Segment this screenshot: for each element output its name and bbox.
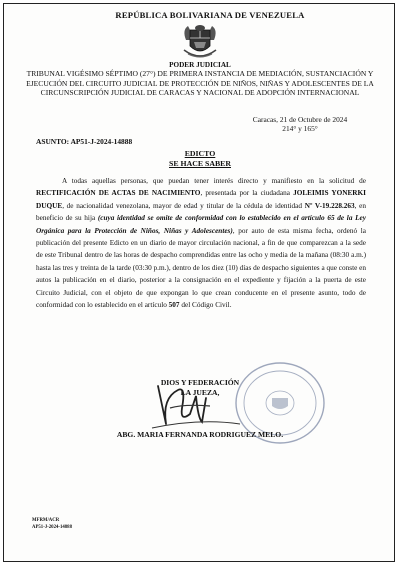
body-text: A todas aquellas personas, que puedan tener interés directo y manifiesto en la solicitud de bbox=[62, 177, 366, 185]
body-text: , en beneficio de su hija bbox=[36, 201, 366, 223]
body-text: , de nacionalidad venezolana, mayor de edad y titular de la cédula de identidad bbox=[62, 201, 305, 210]
edict-body bbox=[36, 175, 366, 311]
body-bold: RECTIFICACIÓN DE ACTAS DE NACIMIENTO bbox=[36, 189, 201, 198]
footer-case-number: AP51-J-2024-14888 bbox=[32, 525, 72, 530]
place-date bbox=[240, 115, 360, 133]
judge-name: ABG. MARIA FERNANDA RODRIGUEZ MELO. bbox=[116, 430, 284, 439]
handwritten-signature-icon bbox=[140, 378, 260, 434]
jueza-title: LA JUEZA, bbox=[180, 388, 220, 397]
footer-reference bbox=[32, 517, 72, 531]
body-bold: JOLEIMIS YONERKI DUQUE bbox=[36, 189, 366, 210]
edicto-heading bbox=[0, 149, 400, 168]
coat-of-arms-icon bbox=[178, 22, 222, 64]
year-line: 214° y 165° bbox=[282, 124, 318, 133]
edicto-title: EDICTO bbox=[184, 149, 216, 158]
poder-judicial-heading: PODER JUDICIAL bbox=[169, 61, 231, 69]
body-text: , por auto de esta misma fecha, ordenó la publicación del presente Edicto en un diario de mayor circulación nacional, a fin de que comparezcan a la sede de este Tribunal dentro de las horas de despacho comprendidas entre las ocho y media de la mañana (08:30 a.m.) hasta las tres y treinta de la tarde (03:30 p.m.), dentro de los diez (10) días de despacho siguientes a que conste en autos la publicación en el diario, posterior a la consignación en el expediente y fijación a la puerta de este Circuito Judicial, con el objeto de que expongan lo que crean conducente en el presente asunto, todo de conformidad con lo establecido en el artículo bbox=[36, 226, 366, 310]
body-text: del Código Civil. bbox=[179, 301, 232, 310]
edicto-subtitle: SE HACE SABER bbox=[169, 158, 231, 168]
body-bold: 507 bbox=[168, 301, 180, 310]
body-bold-italic: (cuya identidad se omite de conformidad con lo establecido en el artículo 65 de la Ley Orgánica para la Protección de Niños, Niñas y Adolescentes) bbox=[36, 214, 366, 235]
republic-heading: REPÚBLICA BOLIVARIANA DE VENEZUELA bbox=[115, 10, 305, 20]
tribunal-name: TRIBUNAL VIGÉSIMO SÉPTIMO (27°) DE PRIMERA INSTANCIA DE MEDIACIÓN, SUSTANCIACIÓN Y EJECUCIÓN DEL CIRCUITO JUDICIAL DE PROTECCIÓN DE NIÑOS, NIÑAS Y ADOLESCENTES DE LA CIRCUNSCRIPCIÓN JUDICIAL DE CARACAS Y NACIONAL DE ADOPCIÓN INTERNACIONAL bbox=[26, 69, 374, 97]
place-date-line: Caracas, 21 de Octubre de 2024 bbox=[252, 115, 348, 124]
dios-federacion: DIOS Y FEDERACIÓN bbox=[160, 378, 240, 387]
body-bold: Nº V-19.228.263 bbox=[304, 201, 355, 210]
body-text: , presentada por la ciudadana bbox=[200, 189, 294, 198]
footer-initials: MFRM/ACR bbox=[32, 518, 60, 523]
case-number: ASUNTO: AP51-J-2024-14888 bbox=[36, 137, 133, 146]
